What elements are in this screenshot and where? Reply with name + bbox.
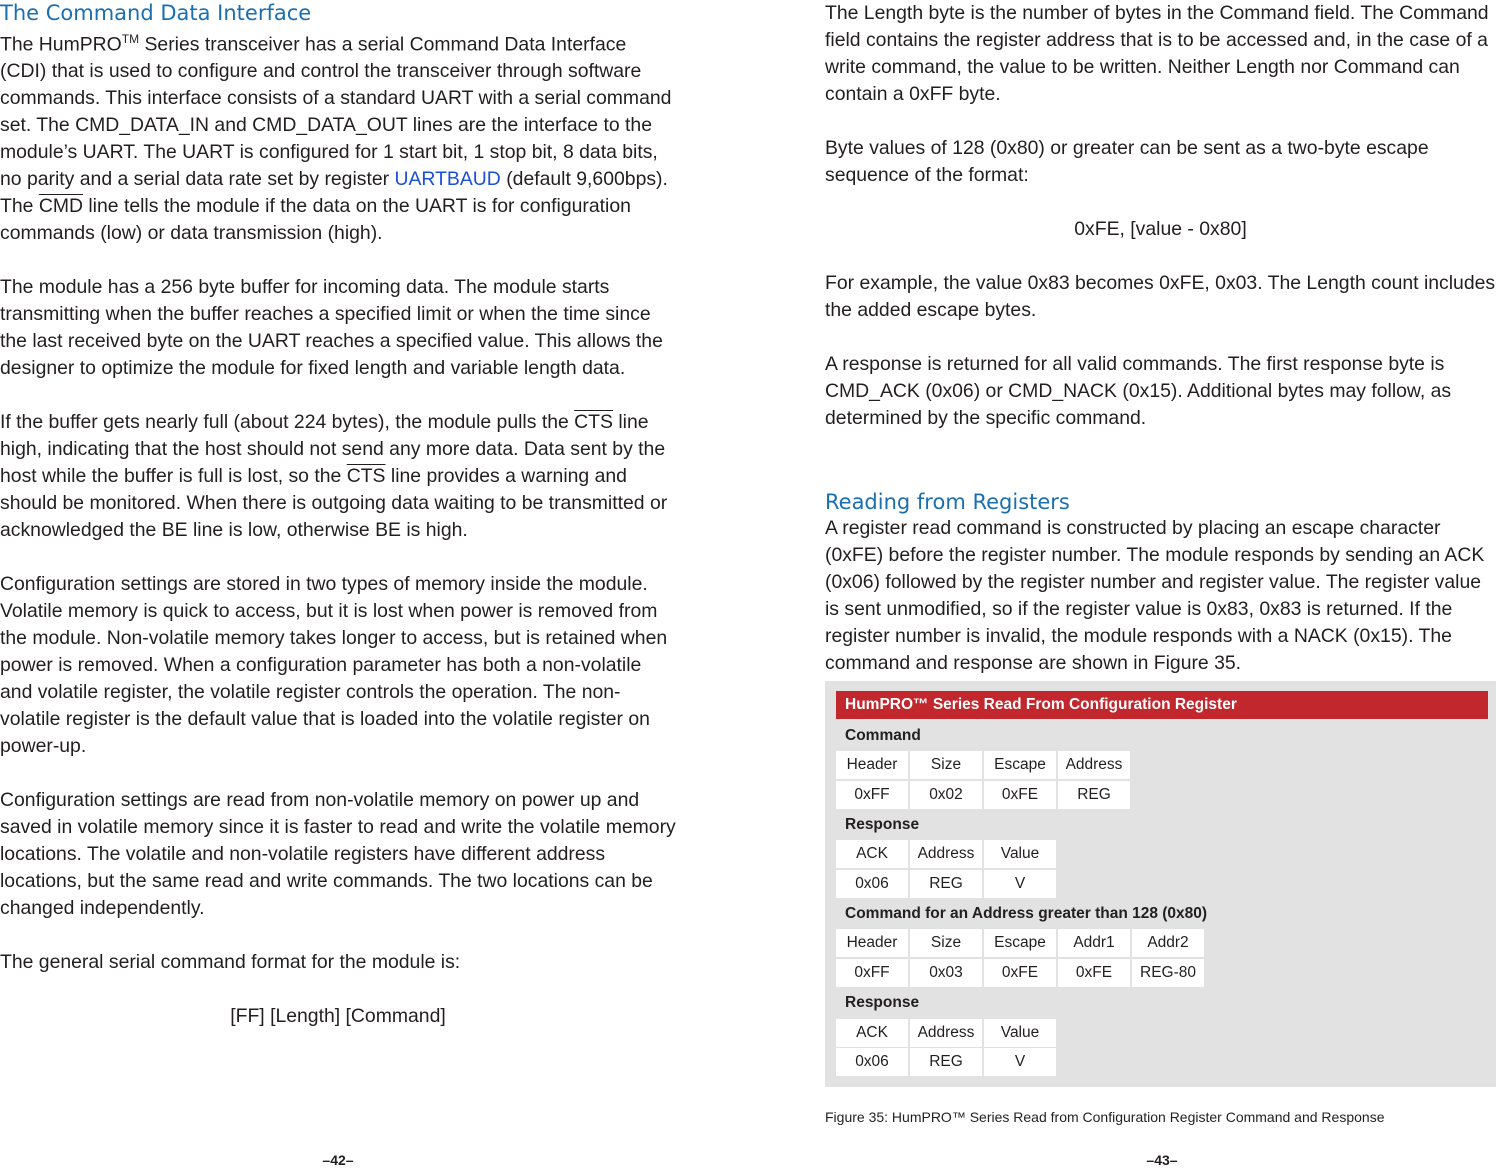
table-cell: REG (910, 870, 982, 898)
table-cell: ACK (836, 840, 908, 868)
table-cell: Value (984, 1019, 1056, 1047)
cts-signal: $\overline{CTS}$ (574, 411, 613, 434)
table-cell: 0xFF (836, 959, 908, 987)
table-cell: Header (836, 751, 908, 779)
right-page (825, 0, 1496, 677)
escape-format: 0xFE, [value - 0x80] (1074, 218, 1247, 240)
paragraph-memory-read: Configuration settings are read from non-volatile memory on power up and saved in volatile memory since it is faster to read and write the volatile memory locations. The volatile and non-volatile registers have different address locations, but the same read and write commands. The two locations can be changed independently. (0, 789, 676, 920)
table-cell: 0x06 (836, 870, 908, 898)
text-run: line tells the module if the data on the UART is for configuration commands (low) or data transmission (high). (0, 195, 631, 245)
paragraph-memory-types: Configuration settings are stored in two types of memory inside the module. Volatile memory is quick to access, but it is lost when power is removed from the module. Non-volatile memory takes longer to access, but is retained when power is removed. When a configuration parameter has both a non-volatile and volatile register, the volatile register controls the operation. The non-volatile register is the default value that is loaded into the volatile register on power-up. (0, 573, 668, 758)
header-row (836, 1019, 1056, 1047)
paragraph-cts (0, 409, 676, 544)
paragraph-escape: Byte values of 128 (0x80) or greater can be sent as a two-byte escape sequence of the format: (825, 137, 1429, 186)
table-cell: Size (910, 751, 982, 779)
table-cell: Header (836, 929, 908, 957)
section-label: Response (845, 816, 920, 833)
header-row (836, 929, 1204, 957)
table-cell: REG (1058, 781, 1130, 809)
cts-signal: $\overline{CTS}$ (346, 465, 386, 488)
table-cell: 0xFF (836, 781, 908, 809)
paragraph-format-intro: The general serial command format for the module is: (0, 951, 461, 974)
table-cell: V (984, 870, 1056, 898)
left-page (0, 0, 676, 1030)
paragraph-read-command: A register read command is constructed by placing an escape character (0xFE) before the register number. The module responds by sending an ACK (0x06) followed by the register number and register value. The register value is sent unmodified, so if the register value is 0x83, 0x83 is returned. If the register number is invalid, the module responds with a NACK (0x15). The command and response are shown in Figure 35. (825, 517, 1485, 674)
paragraph-cdi-intro (0, 26, 676, 247)
text-run: If the buffer gets nearly full (about 224 bytes), the module pulls the (0, 411, 575, 434)
table-cell: 0xFE (984, 959, 1056, 987)
header-row (836, 751, 1130, 779)
text-run: line provides a warning and should be monitored. When there is outgoing data waiting to be transmitted or acknowledged the BE line is low, otherwise BE is high. (0, 465, 668, 542)
paragraph-buffer: The module has a 256 byte buffer for incoming data. The module starts transmitting when the buffer reaches a specified limit or when the time since the last received byte on the UART reaches a specified value. This allows the designer to optimize the module for fixed length and variable length data. (0, 276, 663, 380)
cmd-signal: $\overline{CMD}$ (38, 195, 83, 218)
figure-caption: Figure 35: HumPRO™ Series Read from Configuration Register Command and Response (825, 1109, 1385, 1125)
table-cell: 0xFE (1058, 959, 1130, 987)
section-label: Command for an Address greater than 128 (0x80) (845, 905, 1208, 922)
text-run: The HumPRO (0, 33, 122, 56)
text-run: Series transceiver has a serial Command Data Interface (CDI) that is used to configure and control the transceiver through software commands. This interface consists of a standard UART with a serial command set. The CMD_DATA_IN and CMD_DATA_OUT lines are the interface to the module’s UART. The UART is configured for 1 start bit, 1 stop bit, 8 data bits, no parity and a serial data rate set by register (0, 33, 672, 191)
section-heading-reading-registers: Reading from Registers (825, 490, 1070, 514)
paragraph-length-byte: The Length byte is the number of bytes in the Command field. The Command field contains the register address that is to be accessed and, in the case of a write command, the value to be written. Neither Length nor Command can contain a 0xFF byte. (825, 2, 1489, 105)
command-format: [FF] [Length] [Command] (230, 1005, 446, 1028)
table-cell: Value (984, 840, 1056, 868)
table-cell: Escape (984, 929, 1056, 957)
table-cell: Address (910, 840, 982, 868)
table-cell: Size (910, 929, 982, 957)
value-row (836, 959, 1204, 987)
header-row (836, 840, 1056, 868)
text-run: line high, indicating that the host should not send any more data. Data sent by the host while the buffer is full is lost, so the (0, 411, 666, 488)
section-heading-command-data-interface: The Command Data Interface (0, 1, 312, 25)
table-cell: Escape (984, 751, 1056, 779)
paragraph-response: A response is returned for all valid commands. The first response byte is CMD_ACK (0x06) or CMD_NACK (0x15). Additional bytes may follow, as determined by the specific command. (825, 353, 1452, 429)
table-cell: REG-80 (1132, 959, 1204, 987)
table-cell: 0xFE (984, 781, 1056, 809)
value-row (836, 870, 1056, 898)
paragraph-example: For example, the value 0x83 becomes 0xFE, 0x03. The Length count includes the added escape bytes. (825, 272, 1496, 321)
page-number-right: –43– (1146, 1152, 1178, 1168)
table-cell: ACK (836, 1019, 908, 1047)
table-cell: Addr1 (1058, 929, 1130, 957)
value-row (836, 1048, 1056, 1076)
table-cell: 0x02 (910, 781, 982, 809)
figure-35 (825, 681, 1496, 1087)
section-label: Command (845, 727, 921, 744)
page-number-left: –42– (322, 1152, 354, 1168)
table-cell: Address (910, 1019, 982, 1047)
section-label: Response (845, 994, 920, 1011)
table-cell: REG (910, 1048, 982, 1076)
trademark-superscript: TM (121, 32, 140, 46)
table-cell: Address (1058, 751, 1130, 779)
table-cell: 0x03 (910, 959, 982, 987)
value-row (836, 781, 1130, 809)
table-cell: V (984, 1048, 1056, 1076)
uartbaud-link[interactable]: UARTBAUD (394, 168, 501, 191)
table-cell: Addr2 (1132, 929, 1204, 957)
figure-title: HumPRO™ Series Read From Configuration Register (836, 691, 1488, 719)
table-cell: 0x06 (836, 1048, 908, 1076)
text-run: (default 9,600bps). The (0, 168, 668, 218)
